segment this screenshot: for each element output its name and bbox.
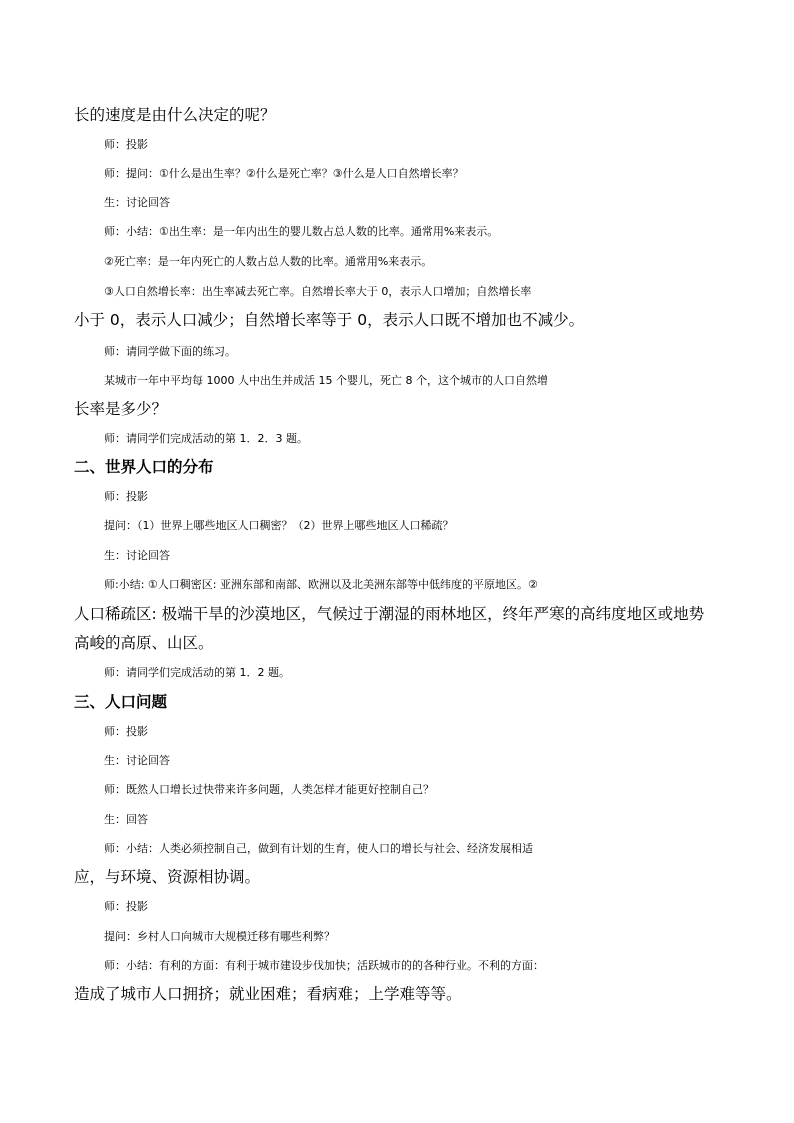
paragraph: 高峻的高原、山区。	[74, 634, 214, 652]
paragraph: 师：小结：有利的方面：有利于城市建设步伐加快；活跃城市的的各种行业。不利的方面：	[104, 959, 544, 972]
section-heading: 三、人口问题	[74, 693, 168, 711]
paragraph: 师：小结：①出生率：是一年内出生的婴儿数占总人数的比率。通常用%来表示。	[104, 225, 499, 238]
paragraph: 师：小结：人类必须控制自己，做到有计划的生育，使人口的增长与社会、经济发展相适	[104, 842, 533, 855]
paragraph: 造成了城市人口拥挤；就业困难；看病难；上学难等等。	[74, 985, 462, 1003]
paragraph: 人口稀疏区: 极端干旱的沙漠地区，气候过于潮湿的雨林地区，终年严寒的高纬度地区或地势	[74, 605, 705, 623]
paragraph: 提问：乡村人口向城市大规模迁移有哪些利弊？	[104, 930, 335, 943]
paragraph: 提问：（1）世界上哪些地区人口稠密？（2）世界上哪些地区人口稀疏？	[104, 519, 454, 532]
paragraph: 师：投影	[104, 490, 148, 503]
paragraph: 小于 0，表示人口减少；自然增长率等于 0，表示人口既不增加也不减少。	[74, 311, 585, 329]
section-heading: 二、世界人口的分布	[74, 458, 214, 476]
paragraph: 生：回答	[104, 813, 148, 826]
paragraph: 应，与环境、资源相协调。	[74, 868, 261, 886]
paragraph: 师:小结: ①人口稠密区: 亚洲东部和南部、欧洲以及北美洲东部等中低纬度的平原地区。②	[104, 578, 538, 591]
paragraph: 师：请同学做下面的练习。	[104, 345, 236, 358]
paragraph: ②死亡率：是一年内死亡的人数占总人数的比率。通常用%来表示。	[104, 255, 433, 268]
paragraph: 师：请同学们完成活动的第 1．2．3 题。	[104, 432, 308, 445]
paragraph: 某城市一年中平均每 1000 人中出生并成活 15 个婴儿，死亡 8 个，这个城市的人口自然增	[104, 374, 548, 387]
paragraph: 师：投影	[104, 138, 148, 151]
paragraph: 生：讨论回答	[104, 549, 170, 562]
paragraph: 生：讨论回答	[104, 754, 170, 767]
paragraph: ③人口自然增长率：出生率减去死亡率。自然增长率大于 0，表示人口增加；自然增长率	[104, 285, 532, 298]
paragraph: 长率是多少？	[74, 400, 168, 418]
paragraph: 师：既然人口增长过快带来许多问题，人类怎样才能更好控制自己？	[104, 783, 434, 796]
paragraph: 长的速度是由什么决定的呢？	[74, 106, 276, 124]
paragraph: 师：投影	[104, 725, 148, 738]
paragraph: 师：投影	[104, 900, 148, 913]
paragraph: 师：请同学们完成活动的第 1．2 题。	[104, 666, 290, 679]
paragraph: 师：提问：①什么是出生率？②什么是死亡率？③什么是人口自然增长率？	[104, 167, 464, 180]
paragraph: 生：讨论回答	[104, 196, 170, 209]
